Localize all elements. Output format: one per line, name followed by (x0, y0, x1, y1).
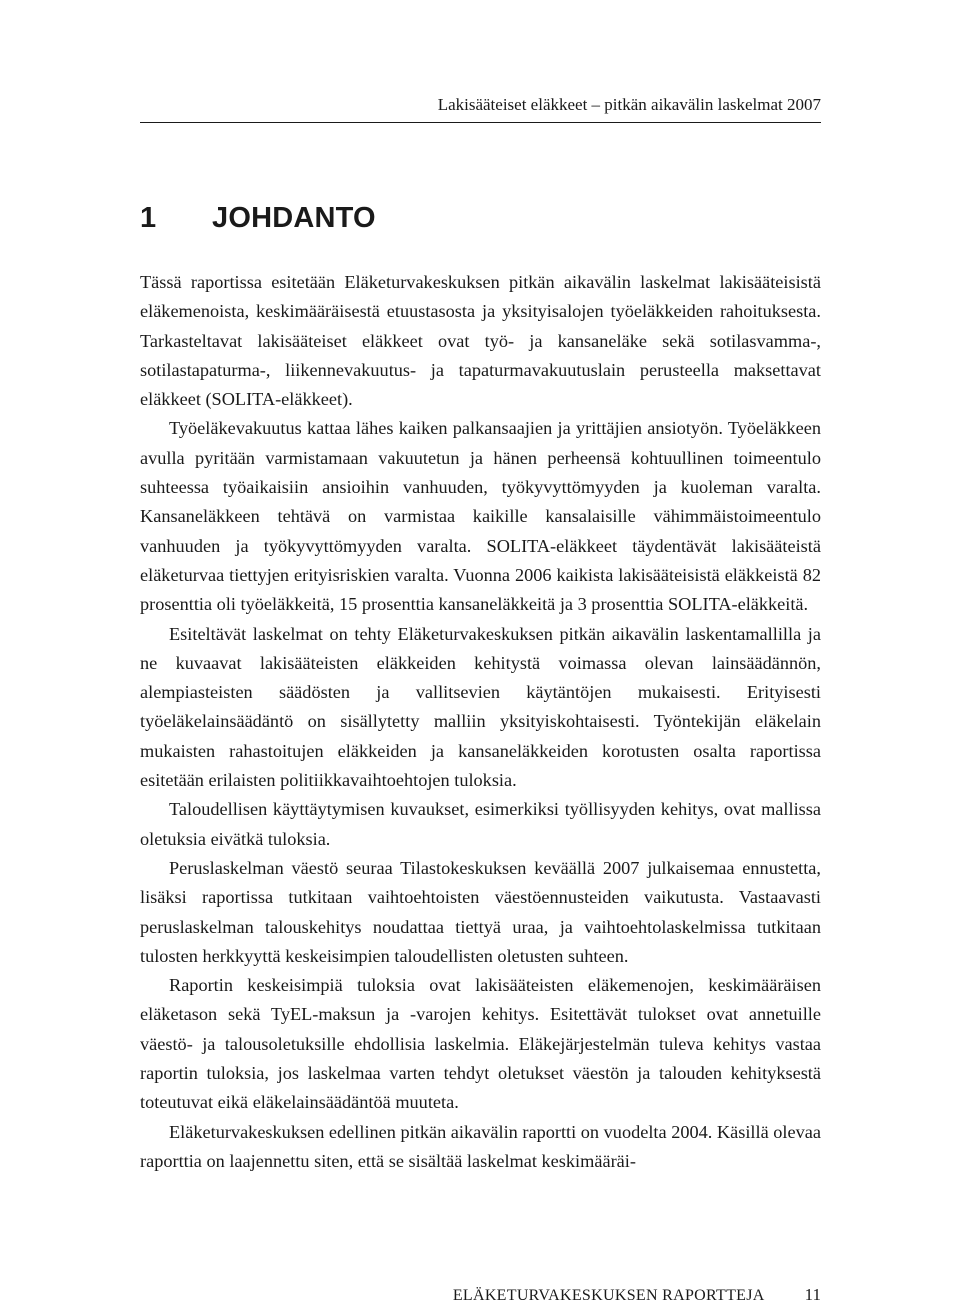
paragraph-7: Eläketurvakeskuksen edellinen pitkän aikavälin raportti on vuodelta 2004. Käsillä olevaa raporttia on laajennettu siten, että se sisältää laskelmat keskimääräi- (140, 1121, 821, 1171)
page-footer (140, 1285, 821, 1306)
footer-series-title: ELÄKETURVAKESKUKSEN RAPORTTEJA (452, 1287, 765, 1304)
chapter-title-text: JOHDANTO (212, 202, 376, 234)
chapter-number: 1 (140, 202, 157, 234)
paragraph-3: Esiteltävät laskelmat on tehty Eläketurvakeskuksen pitkän aikavälin laskentamallilla ja ne kuvaavat lakisääteisten eläkkeiden kehitystä voimassa olevan lainsäädännön, alempiasteisten säädösten ja vallitsevien käytäntöjen mukaisesti. Erityisesti työeläkelainsäädäntö on sisällytetty malliin yksityiskohtaisesti. Työntekijän eläkelain mukaisten rahastoitujen eläkkeiden ja kansaneläkkeiden korotusten osalta raportissa esitetään erilaisten politiikkavaihtoehtojen tuloksia. (140, 623, 821, 791)
running-header: Lakisääteiset eläkkeet – pitkän aikavälin laskelmat 2007 (140, 94, 821, 123)
chapter-title (140, 198, 376, 238)
page-number: 11 (804, 1285, 821, 1304)
paragraph-5: Peruslaskelman väestö seuraa Tilastokeskuksen keväällä 2007 julkaisemaa ennustetta, lisäksi raportissa tutkitaan vaihtoehtoisten väestöennusteiden vaikutusta. Vastaavasti peruslaskelman talouskehitys noudattaa tiettyä uraa, ja vaihtoehtolaskelmissa tutkitaan tulosten herkkyyttä keskeisimpien taloudellisten oletusten suhteen. (140, 857, 821, 966)
body-text (140, 268, 821, 1176)
paragraph-4: Taloudellisen käyttäytymisen kuvaukset, esimerkiksi työllisyyden kehitys, ovat mallissa oletuksia eivätkä tuloksia. (140, 799, 821, 849)
paragraph-1: Tässä raportissa esitetään Eläketurvakeskuksen pitkän aikavälin laskelmat lakisääteisistä eläkemenoista, keskimääräisestä etuustasosta ja yksityisalojen työeläkkeiden rahoituksesta. Tarkasteltavat lakisääteiset eläkkeet ovat työ- ja kansaneläke sekä sotilasvamma-, sotilastapaturma-, liikennevakuutus- ja tapaturmavakuutuslain perusteella maksettavat eläkkeet (SOLITA-eläkkeet). (140, 272, 821, 410)
paragraph-2: Työeläkevakuutus kattaa lähes kaiken palkansaajien ja yrittäjien ansiotyön. Työeläkkeen avulla pyritään varmistamaan vakuutetun ja hänen perheensä kohtuullinen toimeentulo suhteessa työaikaisiin ansioihin vanhuuden, työkyvyttömyyden ja kuoleman varalta. Kansaneläkkeen tehtävä on varmistaa kaikille kansalaisille vähimmäistoimeentulo vanhuuden ja työkyvyttömyyden varalta. SOLITA-eläkkeet täydentävät lakisääteistä eläketurvaa tiettyjen erityisriskien varalta. Vuonna 2006 kaikista lakisääteisistä eläkkeistä 82 prosenttia oli työeläkkeitä, 15 prosenttia kansaneläkkeitä ja 3 prosenttia SOLITA-eläkkeitä. (140, 418, 821, 615)
paragraph-6: Raportin keskeisimpiä tuloksia ovat lakisääteisten eläkemenojen, keskimääräisen eläketason sekä TyEL-maksun ja -varojen kehitys. Esitettävät tulokset ovat annetuille väestö- ja talousoletuksille ehdollisia laskelmia. Eläkejärjestelmän tuleva kehitys vastaa raportin tuloksia, jos laskelmaa varten tehdyt oletukset väestön ja talouden kehityksestä toteutuvat eikä eläkelainsäädäntöä muuteta. (140, 975, 821, 1113)
